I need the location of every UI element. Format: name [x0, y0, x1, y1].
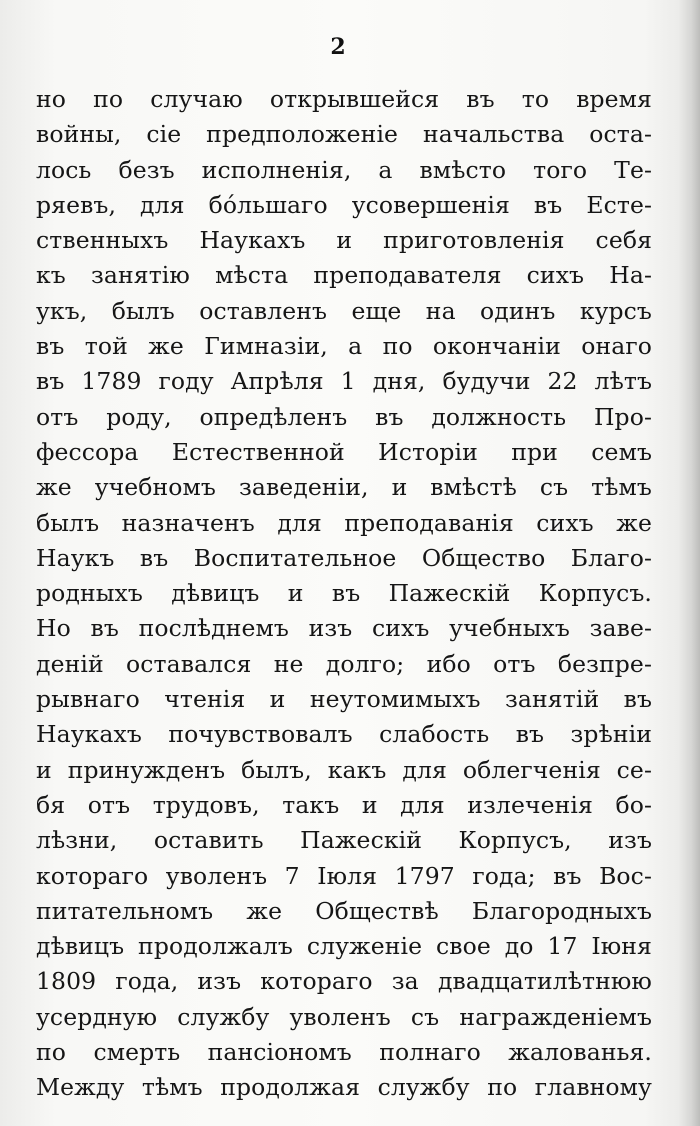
- text-line: рывнаго чтенія и неутомимыхъ занятій въ: [36, 685, 652, 714]
- text-line: Наукахъ почувствовалъ слабость въ зрѣніи: [36, 720, 652, 749]
- text-line: питательномъ же Обществѣ Благородныхъ: [36, 896, 652, 925]
- text-line: лѣзни, оставить Пажескій Корпусъ, изъ: [36, 826, 652, 855]
- spine-shadow: [678, 0, 700, 1126]
- text-line: фессора Естественной Исторіи при семъ: [36, 437, 652, 466]
- text-line: лось безъ исполненія, а вмѣсто того Те-: [36, 155, 652, 184]
- text-line: былъ назначенъ для преподаванія сихъ же: [36, 508, 652, 537]
- text-line: Между тѣмъ продолжая службу по главному: [36, 1073, 652, 1102]
- text-line: дѣвицъ продолжалъ служеніе свое до 17 Іюня: [36, 932, 652, 961]
- text-line: отъ роду, опредѣленъ въ должность Про-: [36, 402, 652, 431]
- text-line: ряевъ, для бóльшаго усовершенія въ Есте-: [36, 190, 652, 219]
- text-line: родныхъ дѣвицъ и въ Пажескій Корпусъ.: [36, 579, 652, 608]
- text-line: деній оставался не долго; ибо отъ безпре-: [36, 649, 652, 678]
- text-line: въ той же Гимназіи, а по окончаніи онаго: [36, 332, 652, 361]
- body-text: [36, 82, 652, 1106]
- text-line: по смерть пансіономъ полнаго жалованья.: [36, 1038, 652, 1067]
- text-line: въ 1789 году Апрѣля 1 дня, будучи 22 лѣтъ: [36, 367, 652, 396]
- page-number: 2: [330, 34, 346, 60]
- text-line: но по случаю открывшейся въ то время: [36, 85, 652, 113]
- text-line: Но въ послѣднемъ изъ сихъ учебныхъ заве-: [36, 614, 652, 643]
- text-line: укъ, былъ оставленъ еще на одинъ курсъ: [36, 296, 652, 325]
- text-line: усердную службу уволенъ съ награжденіемъ: [36, 1002, 652, 1031]
- text-line: 1809 года, изъ котораго за двадцатилѣтнюю: [36, 967, 652, 996]
- text-line: котораго уволенъ 7 Іюля 1797 года; въ Вос-: [36, 861, 652, 890]
- text-line: ственныхъ Наукахъ и приготовленія себя: [36, 226, 652, 255]
- text-line: войны, сіе предположеніе начальства оста-: [36, 120, 652, 149]
- text-line: и принужденъ былъ, какъ для облегченія се-: [36, 755, 652, 784]
- text-line: къ занятію мѣста преподавателя сихъ На-: [36, 261, 652, 290]
- text-line: бя отъ трудовъ, такъ и для излеченія бо-: [36, 790, 652, 819]
- text-line: же учебномъ заведеніи, и вмѣстѣ съ тѣмъ: [36, 473, 652, 502]
- text-line: Наукъ въ Воспитательное Общество Благо-: [36, 543, 652, 572]
